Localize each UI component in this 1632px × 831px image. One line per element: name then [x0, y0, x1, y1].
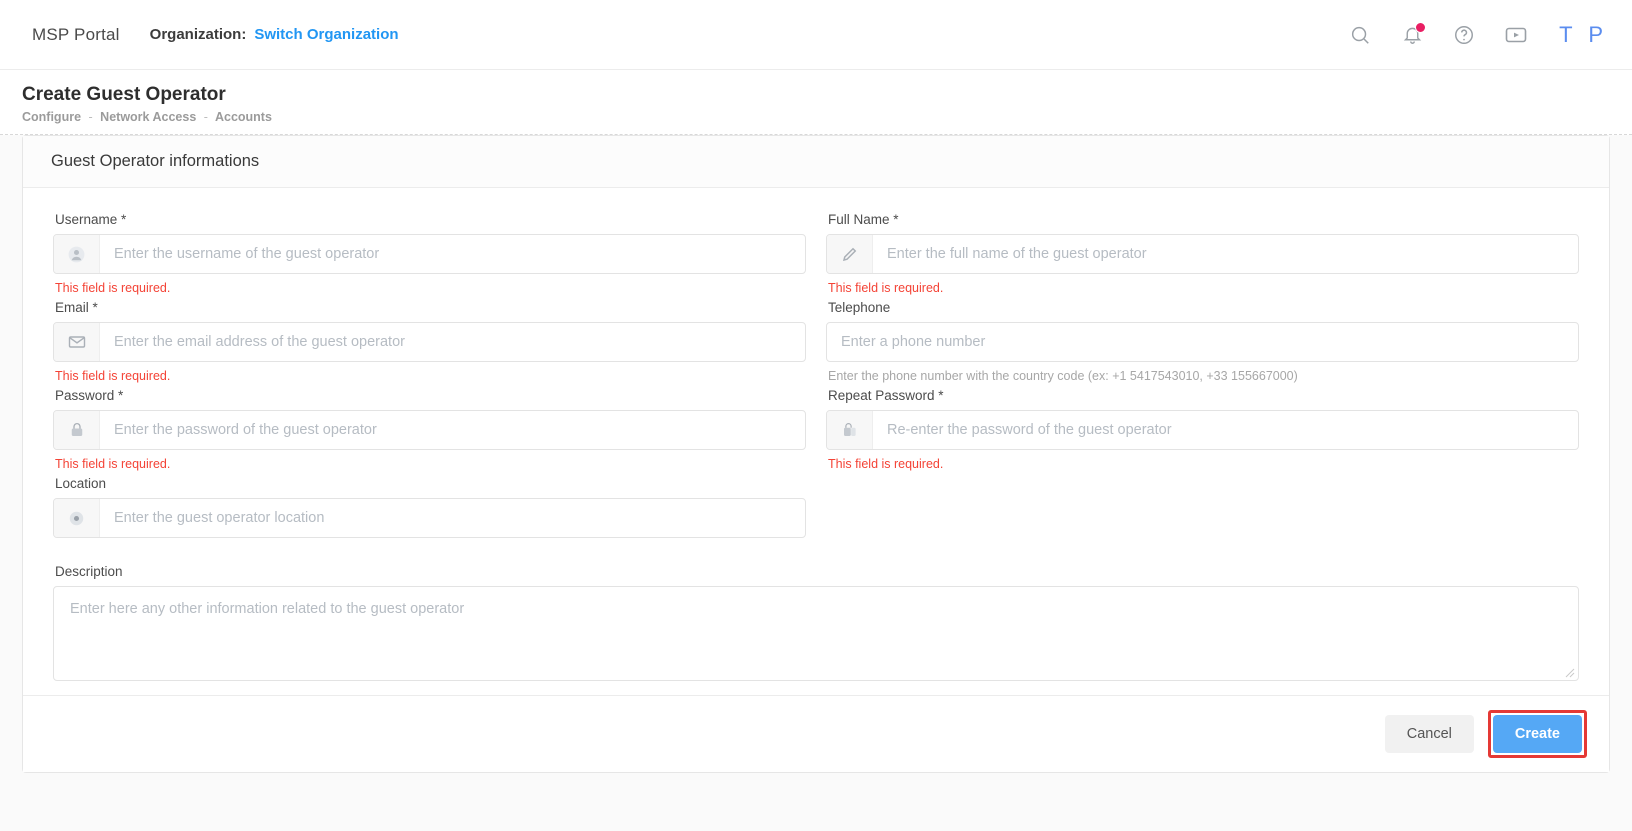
avatar[interactable]: T P — [1559, 21, 1608, 47]
field-email — [53, 300, 806, 384]
username-label: Username * — [55, 212, 127, 227]
location-label: Location — [55, 476, 107, 491]
envelope-icon — [54, 323, 100, 361]
create-button[interactable]: Create — [1493, 715, 1582, 753]
field-telephone — [826, 300, 1579, 384]
top-navigation-bar — [0, 0, 1632, 70]
page-header — [0, 70, 1632, 135]
location-input-wrap — [53, 498, 806, 538]
lock-repeat-icon — [827, 411, 873, 449]
cancel-button[interactable]: Cancel — [1385, 715, 1474, 753]
full-name-input[interactable] — [873, 235, 1578, 273]
help-circle-icon[interactable] — [1449, 20, 1479, 50]
create-button-highlight — [1488, 710, 1587, 758]
full-name-error: This field is required. — [828, 281, 944, 295]
breadcrumb-item-accounts[interactable]: Accounts — [214, 110, 272, 124]
description-textarea[interactable] — [54, 587, 1578, 675]
telephone-hint: Enter the phone number with the country code (ex: +1 5417543010, +33 155667000) — [828, 369, 1298, 383]
field-username — [53, 212, 806, 296]
form-grid — [53, 212, 1579, 685]
repeat-password-error: This field is required. — [828, 457, 944, 471]
page-title: Create Guest Operator — [22, 84, 226, 105]
username-error: This field is required. — [55, 281, 171, 295]
field-location — [53, 476, 806, 560]
repeat-password-input-wrap — [826, 410, 1579, 450]
grid-spacer — [826, 476, 1579, 564]
field-password — [53, 388, 806, 472]
username-input[interactable] — [100, 235, 805, 273]
telephone-input[interactable] — [827, 323, 1578, 361]
user-icon — [54, 235, 100, 273]
email-input[interactable] — [100, 323, 805, 361]
full-name-label: Full Name * — [828, 212, 899, 227]
password-input-wrap — [53, 410, 806, 450]
notification-badge — [1415, 22, 1426, 33]
card-header-title: Guest Operator informations — [23, 136, 1609, 188]
form-footer — [23, 695, 1609, 772]
username-input-wrap — [53, 234, 806, 274]
password-error: This field is required. — [55, 457, 171, 471]
form-body — [23, 188, 1609, 695]
breadcrumb-separator: - — [203, 110, 208, 124]
password-label: Password * — [55, 388, 124, 403]
bell-icon[interactable] — [1397, 20, 1427, 50]
organization-selector — [150, 26, 399, 43]
topbar-right-group — [1345, 20, 1608, 50]
email-input-wrap — [53, 322, 806, 362]
location-input[interactable] — [100, 499, 805, 537]
field-repeat-password — [826, 388, 1579, 472]
play-video-icon[interactable] — [1501, 20, 1531, 50]
field-full-name — [826, 212, 1579, 296]
topbar-left-group — [32, 25, 399, 45]
repeat-password-input[interactable] — [873, 411, 1578, 449]
organization-label: Organization: — [149, 26, 247, 43]
lock-icon — [54, 411, 100, 449]
telephone-label: Telephone — [828, 300, 891, 315]
description-textarea-wrap — [53, 586, 1579, 681]
search-icon[interactable] — [1345, 20, 1375, 50]
field-description — [53, 564, 1579, 681]
location-spacer — [55, 545, 806, 560]
guest-operator-form-card — [22, 135, 1610, 773]
breadcrumb-item-network-access[interactable]: Network Access — [100, 110, 197, 124]
full-name-input-wrap — [826, 234, 1579, 274]
breadcrumb — [22, 110, 1632, 124]
switch-organization-link[interactable]: Switch Organization — [254, 26, 399, 43]
email-error: This field is required. — [55, 369, 171, 383]
telephone-input-wrap — [826, 322, 1579, 362]
description-label: Description — [55, 564, 123, 579]
repeat-password-label: Repeat Password * — [828, 388, 944, 403]
breadcrumb-separator: - — [88, 110, 93, 124]
password-input[interactable] — [100, 411, 805, 449]
pencil-icon — [827, 235, 873, 273]
location-pin-icon — [54, 499, 100, 537]
email-label: Email * — [55, 300, 98, 315]
breadcrumb-item-configure[interactable]: Configure — [22, 110, 82, 124]
app-brand: MSP Portal — [32, 24, 120, 44]
